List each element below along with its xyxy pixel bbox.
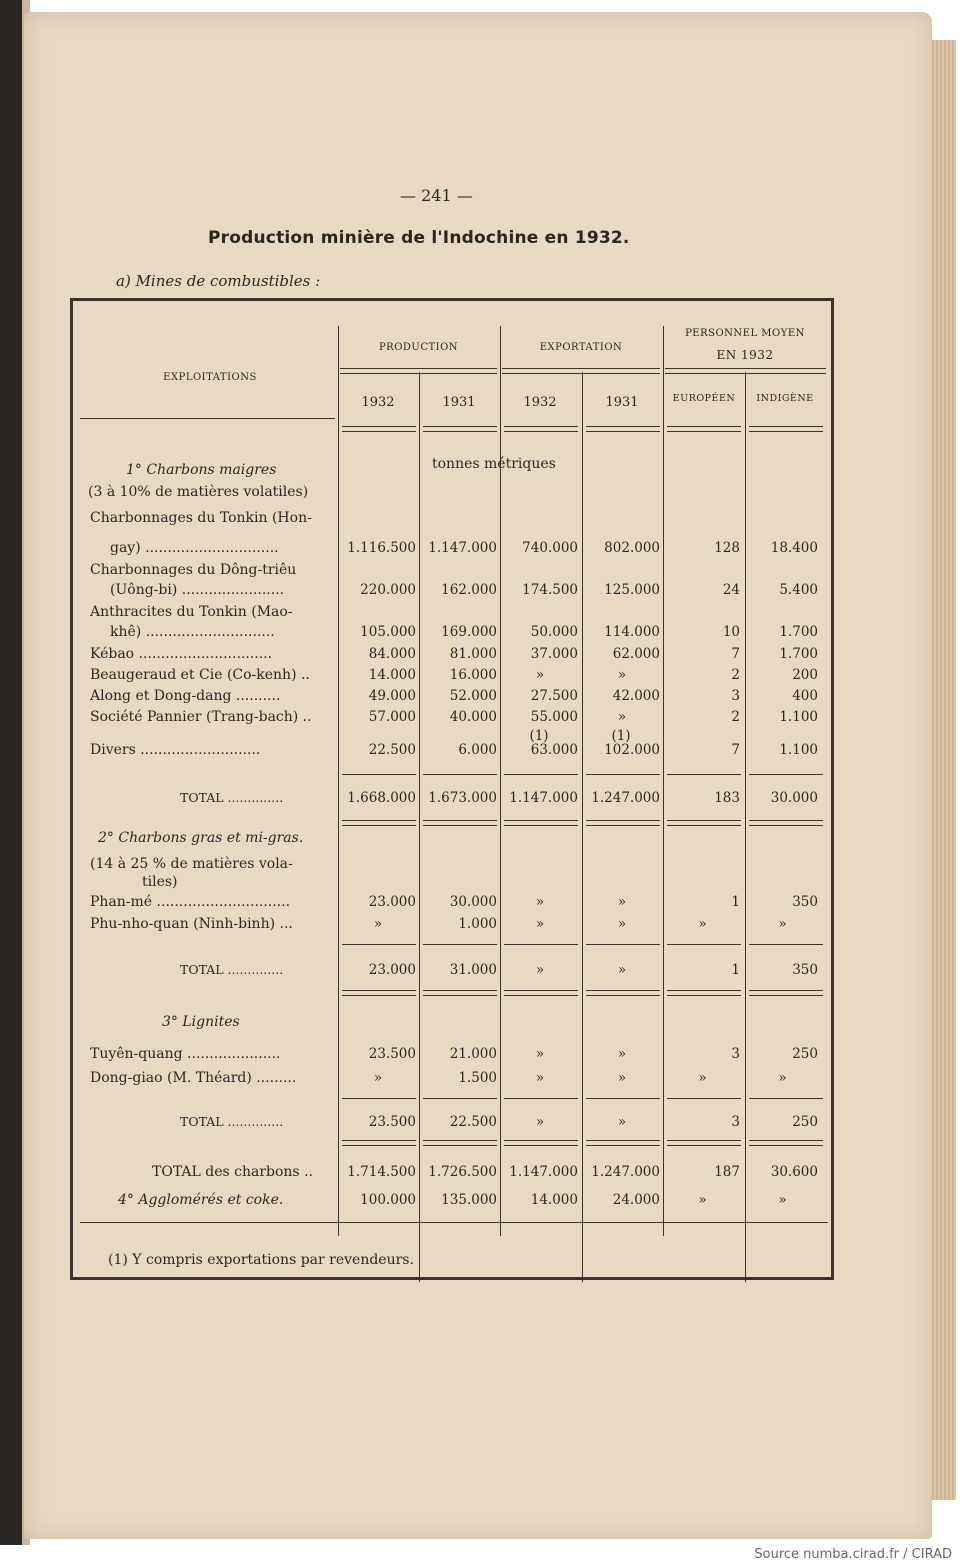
total-cell: 350 <box>792 962 818 978</box>
row-cell: 16.000 <box>449 667 497 683</box>
row-label: gay) .............................. <box>110 540 279 556</box>
total-rule <box>667 774 741 775</box>
row-cell: 23.000 <box>368 894 416 910</box>
total-rule <box>667 1098 741 1099</box>
footnote: (1) Y compris exportations par revendeurs. <box>108 1252 414 1268</box>
table-frame <box>70 298 834 1280</box>
agglomeres-cell: 14.000 <box>530 1192 578 1208</box>
column-header-year: 1932 <box>361 395 395 410</box>
total-double-rule <box>342 820 416 826</box>
row-cell: 1.700 <box>779 624 818 640</box>
row-cell: » <box>617 667 627 683</box>
row-label: khê) ............................. <box>110 624 275 640</box>
row-cell: 114.000 <box>604 624 660 640</box>
row-cell: 1.100 <box>779 742 818 758</box>
total-double-rule <box>586 1140 660 1146</box>
row-cell: 10 <box>722 624 740 640</box>
row-label: (Uông-bi) ....................... <box>110 582 285 598</box>
section-subtitle: tiles) <box>142 874 178 890</box>
total-cell: 23.500 <box>368 1114 416 1130</box>
header-rule <box>423 426 497 432</box>
total-rule <box>504 944 578 945</box>
total-double-rule <box>504 990 578 996</box>
row-cell: 57.000 <box>368 709 416 725</box>
total-cell: 1.247.000 <box>591 790 660 806</box>
unit-label: tonnes métriques <box>432 456 556 472</box>
row-cell: 14.000 <box>368 667 416 683</box>
row-cell: 37.000 <box>530 646 578 662</box>
page-title: Production minière de l'Indochine en 1932. <box>208 228 630 248</box>
total-double-rule <box>586 820 660 826</box>
total-cell: 1.147.000 <box>509 790 578 806</box>
row-cell: 7 <box>731 646 740 662</box>
row-cell: 18.400 <box>770 540 818 556</box>
grand-total-cell: 30.600 <box>770 1164 818 1180</box>
total-label: TOTAL .............. <box>180 790 284 805</box>
total-cell: 250 <box>792 1114 818 1130</box>
row-cell: 2 <box>731 709 740 725</box>
total-rule <box>749 774 823 775</box>
grand-total-cell: 1.147.000 <box>509 1164 578 1180</box>
row-label: Dong-giao (M. Théard) ......... <box>90 1070 297 1086</box>
row-cell: 1.000 <box>458 916 497 932</box>
total-double-rule <box>749 820 823 826</box>
row-cell: » <box>617 1070 627 1086</box>
section-title: 3° Lignites <box>162 1014 240 1030</box>
column-header-personnel-year: EN 1932 <box>716 348 774 362</box>
row-cell: 250 <box>792 1046 818 1062</box>
row-cell: » <box>373 1070 383 1086</box>
total-cell: 23.000 <box>368 962 416 978</box>
total-rule <box>342 774 416 775</box>
row-label: Tuyên-quang ..................... <box>90 1046 281 1062</box>
row-cell: » <box>535 1070 545 1086</box>
total-cell: 183 <box>714 790 740 806</box>
row-cell: 174.500 <box>522 582 578 598</box>
column-header-exportation: EXPORTATION <box>539 342 623 353</box>
row-cell: 1.116.500 <box>347 540 416 556</box>
total-label: TOTAL .............. <box>180 1114 284 1129</box>
row-cell: » <box>535 1046 545 1062</box>
row-label: Charbonnages du Dông-triêu <box>90 562 297 578</box>
agglomeres-label: 4° Agglomérés et coke. <box>118 1192 284 1208</box>
row-cell: 125.000 <box>604 582 660 598</box>
note-marker: (1) <box>611 728 631 744</box>
total-label: TOTAL .............. <box>180 962 284 977</box>
group-rule <box>502 368 660 374</box>
row-cell: 52.000 <box>449 688 497 704</box>
column-header-production: PRODUCTION <box>378 342 459 353</box>
header-rule <box>504 426 578 432</box>
row-cell: » <box>617 916 627 932</box>
row-cell: 1.500 <box>458 1070 497 1086</box>
total-rule <box>586 944 660 945</box>
group-rule <box>665 368 826 374</box>
page-number: — 241 — <box>400 186 473 205</box>
header-rule <box>586 426 660 432</box>
total-double-rule <box>423 820 497 826</box>
total-double-rule <box>342 1140 416 1146</box>
agglomeres-cell: » <box>778 1192 787 1208</box>
agglomeres-cell: 100.000 <box>360 1192 416 1208</box>
row-cell: » <box>535 916 545 932</box>
row-cell: » <box>698 916 707 932</box>
total-rule <box>586 774 660 775</box>
total-rule <box>423 774 497 775</box>
row-cell: » <box>535 667 545 683</box>
column-header-year: 1931 <box>605 395 639 410</box>
row-cell: 128 <box>714 540 740 556</box>
total-rule <box>342 1098 416 1099</box>
total-double-rule <box>749 990 823 996</box>
source-credit: Source numba.cirad.fr / CIRAD <box>754 1547 952 1562</box>
row-cell: 81.000 <box>449 646 497 662</box>
total-rule <box>504 774 578 775</box>
row-cell: 23.500 <box>368 1046 416 1062</box>
row-cell: 400 <box>792 688 818 704</box>
row-cell: 3 <box>731 1046 740 1062</box>
header-rule <box>342 426 416 432</box>
total-cell: 1 <box>731 962 740 978</box>
total-cell: » <box>617 962 627 978</box>
grand-total-cell: 1.247.000 <box>591 1164 660 1180</box>
row-label: Divers ........................... <box>90 742 261 758</box>
column-rule <box>582 372 583 1282</box>
row-cell: 102.000 <box>604 742 660 758</box>
section-title: 2° Charbons gras et mi-gras. <box>98 830 304 846</box>
row-cell: 162.000 <box>441 582 497 598</box>
total-rule <box>749 944 823 945</box>
column-rule <box>745 372 746 1282</box>
row-cell: 1.147.000 <box>428 540 497 556</box>
header-rule <box>80 418 335 419</box>
column-header-exploitations: EXPLOITATIONS <box>163 372 257 383</box>
row-cell: » <box>373 916 383 932</box>
row-cell: 350 <box>792 894 818 910</box>
column-rule <box>663 326 664 1236</box>
row-cell: 50.000 <box>530 624 578 640</box>
section-subtitle: (14 à 25 % de matières vola- <box>90 856 293 872</box>
section-subtitle: (3 à 10% de matières volatiles) <box>88 484 309 500</box>
row-label: Phan-mé .............................. <box>90 894 291 910</box>
total-rule <box>667 944 741 945</box>
row-label: Charbonnages du Tonkin (Hon- <box>90 510 312 526</box>
row-cell: 1.700 <box>779 646 818 662</box>
row-cell: 105.000 <box>360 624 416 640</box>
column-header-year: 1931 <box>442 395 476 410</box>
section-title: 1° Charbons maigres <box>126 462 277 478</box>
row-cell: 6.000 <box>458 742 497 758</box>
grand-total-cell: 187 <box>714 1164 740 1180</box>
total-double-rule <box>667 1140 741 1146</box>
total-cell: 3 <box>731 1114 740 1130</box>
total-double-rule <box>504 1140 578 1146</box>
total-double-rule <box>423 990 497 996</box>
total-double-rule <box>749 1140 823 1146</box>
row-cell: 27.500 <box>530 688 578 704</box>
grand-total-cell: 1.714.500 <box>347 1164 416 1180</box>
row-cell: 1.100 <box>779 709 818 725</box>
row-label: Phu-nho-quan (Ninh-binh) ... <box>90 916 293 932</box>
header-rule <box>667 426 741 432</box>
total-rule <box>586 1098 660 1099</box>
row-cell: 84.000 <box>368 646 416 662</box>
column-rule <box>419 372 420 1282</box>
total-double-rule <box>667 990 741 996</box>
row-cell: 22.500 <box>368 742 416 758</box>
row-cell: » <box>535 894 545 910</box>
total-double-rule <box>586 990 660 996</box>
total-cell: » <box>535 1114 545 1130</box>
note-marker: (1) <box>529 728 549 744</box>
row-cell: » <box>698 1070 707 1086</box>
total-cell: 1.668.000 <box>347 790 416 806</box>
column-header-europeen: EUROPÉEN <box>672 393 736 404</box>
row-cell: 42.000 <box>612 688 660 704</box>
grand-total-label: TOTAL des charbons .. <box>152 1164 313 1180</box>
agglomeres-cell: » <box>698 1192 707 1208</box>
row-cell: 24 <box>722 582 740 598</box>
column-rule <box>338 326 339 1236</box>
row-cell: 30.000 <box>449 894 497 910</box>
row-cell: 1 <box>731 894 740 910</box>
row-cell: 55.000 <box>530 709 578 725</box>
row-cell: » <box>617 894 627 910</box>
row-cell: » <box>617 709 627 725</box>
row-cell: 40.000 <box>449 709 497 725</box>
total-cell: 1.673.000 <box>428 790 497 806</box>
agglomeres-cell: 24.000 <box>612 1192 660 1208</box>
total-cell: » <box>535 962 545 978</box>
row-cell: 7 <box>731 742 740 758</box>
row-label: Société Pannier (Trang-bach) .. <box>90 709 312 725</box>
row-cell: » <box>617 1046 627 1062</box>
column-header-year: 1932 <box>523 395 557 410</box>
row-cell: 49.000 <box>368 688 416 704</box>
total-cell: 22.500 <box>449 1114 497 1130</box>
section-subtitle: a) Mines de combustibles : <box>116 272 321 290</box>
row-cell: 62.000 <box>612 646 660 662</box>
total-rule <box>749 1098 823 1099</box>
header-rule <box>749 426 823 432</box>
row-cell: » <box>778 916 787 932</box>
row-cell: 740.000 <box>522 540 578 556</box>
row-cell: » <box>778 1070 787 1086</box>
total-rule <box>423 1098 497 1099</box>
total-cell: 30.000 <box>770 790 818 806</box>
row-cell: 200 <box>792 667 818 683</box>
row-cell: 3 <box>731 688 740 704</box>
column-header-indigene: INDIGÈNE <box>756 393 814 404</box>
column-header-personnel: PERSONNEL MOYEN <box>685 328 805 339</box>
group-rule <box>340 368 497 374</box>
total-cell: 31.000 <box>449 962 497 978</box>
grand-total-cell: 1.726.500 <box>428 1164 497 1180</box>
row-label: Beaugeraud et Cie (Co-kenh) .. <box>90 667 310 683</box>
total-cell: » <box>617 1114 627 1130</box>
total-double-rule <box>423 1140 497 1146</box>
row-cell: 21.000 <box>449 1046 497 1062</box>
row-cell: 169.000 <box>441 624 497 640</box>
row-cell: 802.000 <box>604 540 660 556</box>
total-rule <box>342 944 416 945</box>
total-double-rule <box>667 820 741 826</box>
row-label: Along et Dong-dang .......... <box>90 688 281 704</box>
row-label: Kébao .............................. <box>90 646 273 662</box>
row-label: Anthracites du Tonkin (Mao- <box>90 604 293 620</box>
total-rule <box>504 1098 578 1099</box>
row-cell: 63.000 <box>530 742 578 758</box>
agglomeres-cell: 135.000 <box>441 1192 497 1208</box>
total-rule <box>423 944 497 945</box>
row-cell: 220.000 <box>360 582 416 598</box>
footer-rule <box>80 1222 828 1223</box>
total-double-rule <box>504 820 578 826</box>
total-double-rule <box>342 990 416 996</box>
row-cell: 2 <box>731 667 740 683</box>
row-cell: 5.400 <box>779 582 818 598</box>
